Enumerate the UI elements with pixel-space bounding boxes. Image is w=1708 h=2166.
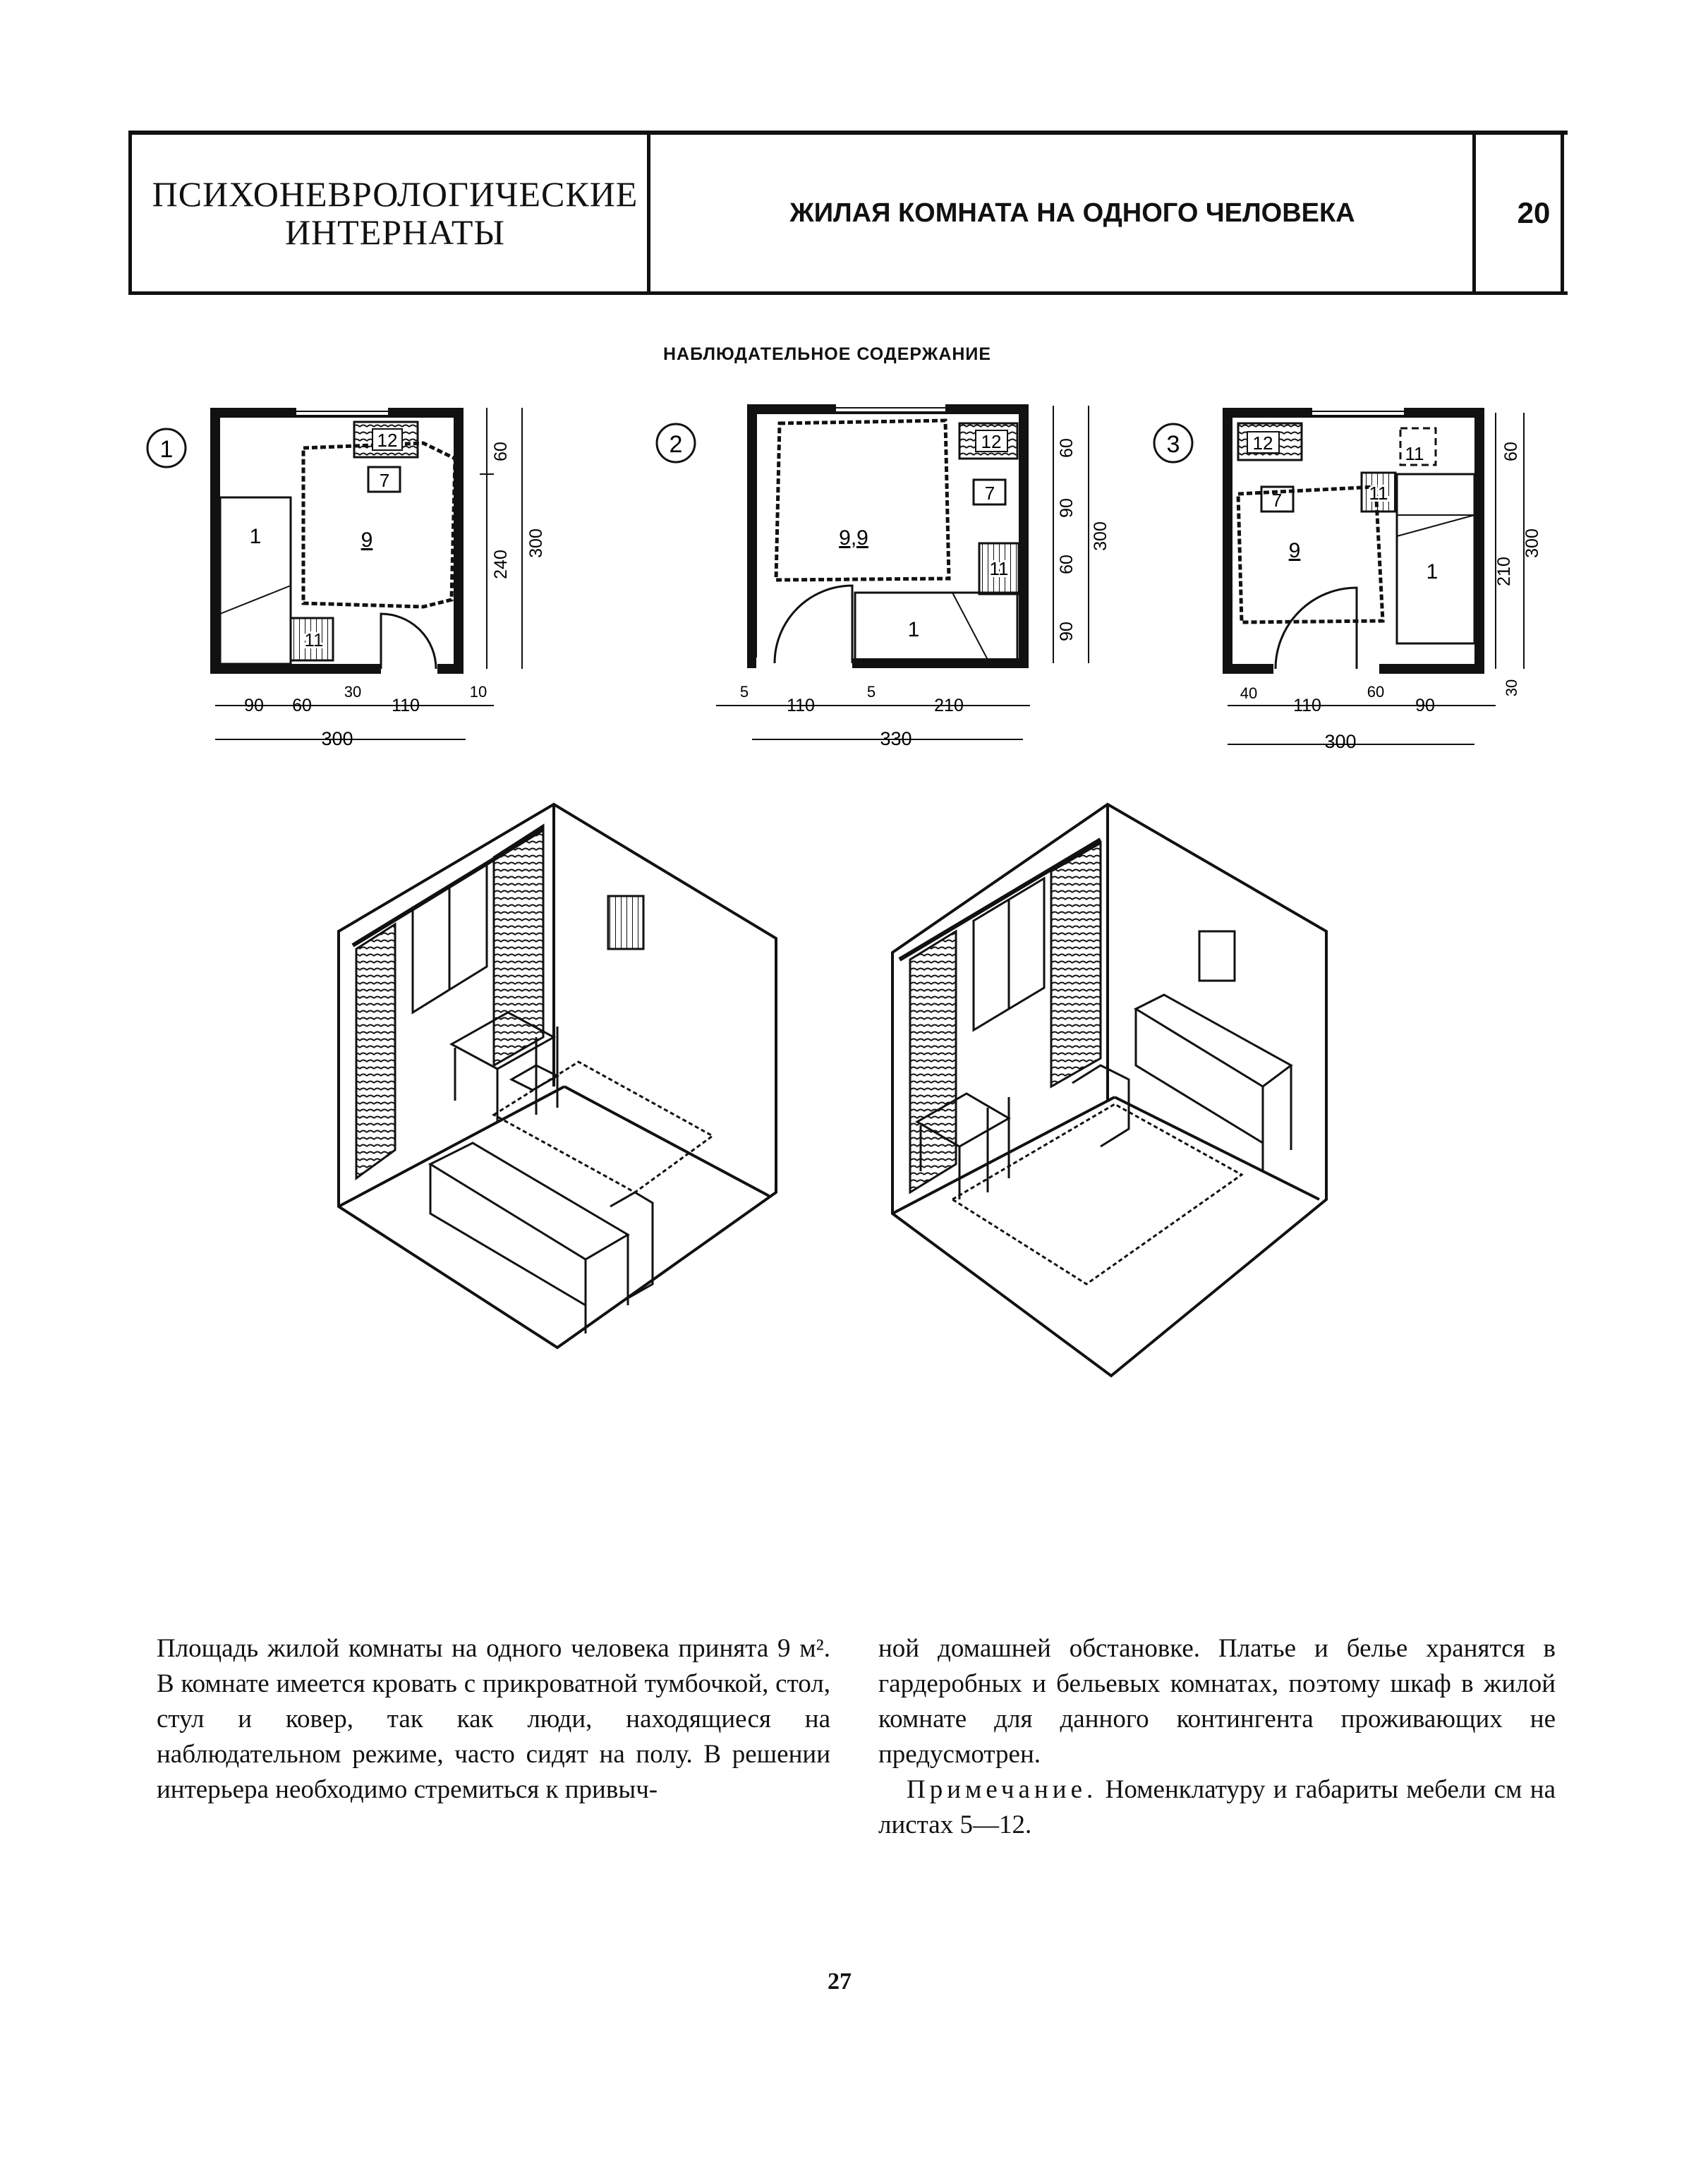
dim-right-3: 60	[1057, 555, 1077, 574]
bed	[1136, 995, 1291, 1087]
nightstand-label: 7	[1271, 490, 1283, 511]
plan-number-3: 3	[1166, 431, 1180, 458]
chair-alt-label: 11	[1405, 443, 1424, 464]
dim-right-3: 300	[1522, 528, 1542, 558]
plan-1	[147, 408, 546, 749]
rug-label: 9	[1288, 539, 1301, 562]
dim-bottom-1: 5	[739, 683, 749, 701]
bed	[220, 497, 291, 664]
chair-label: 11	[1369, 483, 1388, 504]
dim-total: 300	[1324, 731, 1357, 752]
dim-right-5: 300	[1091, 521, 1110, 551]
door-swing	[1276, 588, 1357, 669]
dim-total: 300	[321, 728, 353, 749]
wall-picture	[1199, 931, 1235, 981]
dim-bottom-3: 30	[344, 683, 362, 701]
dim-right-1: 60	[1501, 442, 1521, 461]
dim-bottom-2: 60	[292, 696, 312, 715]
bed-label: 1	[1426, 560, 1439, 583]
dim-right-4: 30	[1503, 679, 1520, 697]
door-swing	[381, 614, 436, 669]
note-label: Примечание.	[907, 1775, 1098, 1804]
isometric-view-1	[339, 804, 776, 1348]
chair-label: 11	[304, 629, 324, 651]
rug	[952, 1104, 1242, 1284]
dim-bottom-3: 60	[1367, 683, 1385, 701]
plan-number-2: 2	[669, 431, 683, 458]
body-text-right-main: ной домашней обстановке. Платье и белье хранятся в гардеробных и бельевых комнатах, поэтому шкаф в жилой комнате для данного контингента проживающих не предусмотрен.	[878, 1634, 1556, 1769]
dim-bottom-4: 110	[392, 696, 420, 715]
bed	[430, 1143, 628, 1259]
dim-bottom-3: 5	[866, 683, 876, 701]
dim-bottom-4: 90	[1415, 696, 1435, 715]
dim-total: 330	[880, 728, 912, 749]
section-subtitle: НАБЛЮДАТЕЛЬНОЕ СОДЕРЖАНИЕ	[663, 344, 992, 364]
rug	[776, 421, 949, 580]
bed-label: 1	[907, 618, 920, 641]
curtain-left	[910, 931, 956, 1192]
body-text-right	[878, 1631, 1556, 1843]
curtain-right	[494, 825, 543, 1065]
rug	[494, 1062, 713, 1192]
sheet-title: ЖИЛАЯ КОМНАТА НА ОДНОГО ЧЕЛОВЕКА	[789, 198, 1355, 228]
door-swing	[775, 586, 852, 663]
chair-label: 11	[989, 558, 1009, 579]
dim-right-4: 90	[1057, 622, 1077, 641]
table-label: 12	[1252, 432, 1273, 454]
dim-right-2: 240	[491, 550, 511, 579]
plan-number-1: 1	[159, 436, 174, 463]
bed	[855, 593, 1017, 660]
note-text: Номенклатуру и габариты мебели см на листах 5—12.	[878, 1775, 1556, 1839]
bed-label: 1	[249, 525, 262, 548]
chair	[511, 1065, 557, 1090]
nightstand-label: 7	[379, 470, 390, 491]
bed	[1397, 474, 1474, 643]
room-outline	[892, 804, 1326, 1376]
dim-bottom-4: 210	[934, 696, 964, 715]
dim-bottom-1: 40	[1240, 684, 1258, 702]
dim-bottom-5: 10	[469, 683, 487, 701]
curtain-left	[356, 924, 395, 1178]
wall-picture	[608, 896, 643, 949]
dim-right-2: 90	[1057, 498, 1077, 518]
dim-right-1: 60	[491, 442, 511, 461]
body-text-left: Площадь жилой комнаты на одного человека принята 9 м². В комнате имеется кровать с прикроватной тумбочкой, стол, стул и ковер, так как люди, находящиеся на наблюдательном режиме, часто сидят на полу. В решении интерьера необходимо стремиться к привыч-	[157, 1634, 830, 1804]
dim-bottom-2: 110	[1293, 696, 1321, 715]
dim-bottom-2: 110	[787, 696, 815, 715]
plan-3	[1154, 408, 1542, 752]
isometric-view-2	[892, 804, 1326, 1376]
table-label: 12	[377, 430, 398, 451]
dim-right-2: 210	[1494, 557, 1514, 586]
sheet-number: 20	[1517, 196, 1551, 229]
dim-right-1: 60	[1057, 438, 1077, 458]
dim-bottom-1: 90	[244, 696, 264, 715]
section-title-line1: ПСИХОНЕВРОЛОГИЧЕСКИЕ	[152, 174, 638, 214]
nightstand-label: 7	[984, 483, 995, 504]
table-label: 12	[981, 431, 1002, 452]
rug-label: 9	[361, 528, 373, 552]
plan-2	[657, 404, 1110, 749]
nightstand	[610, 1192, 653, 1298]
page-number: 27	[828, 1968, 852, 1995]
curtain-right	[1051, 843, 1101, 1087]
rug-label: 9,9	[839, 526, 868, 550]
dim-right-3: 300	[526, 528, 546, 558]
section-title-line2: ИНТЕРНАТЫ	[284, 212, 506, 252]
